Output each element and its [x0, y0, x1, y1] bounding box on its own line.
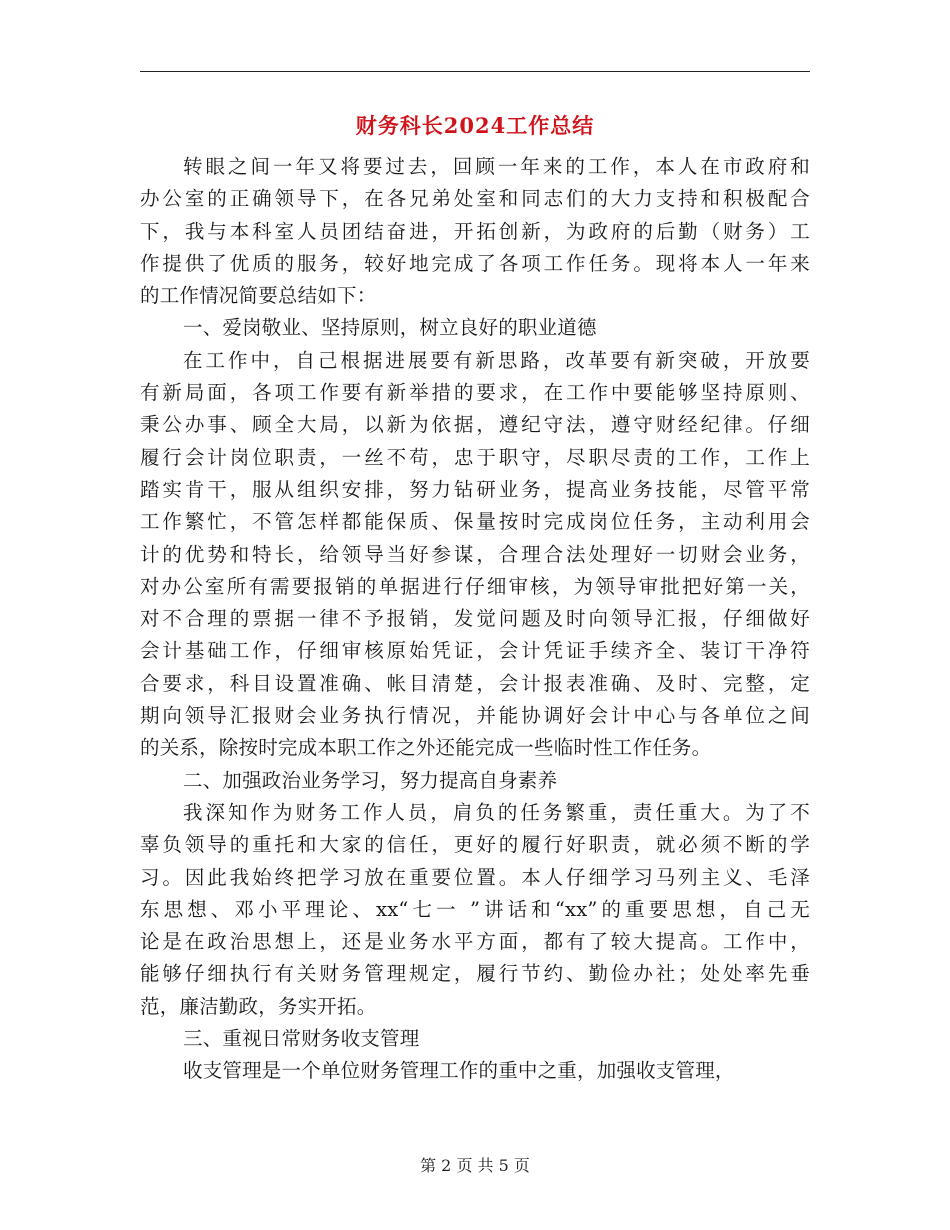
text-line: 范，廉洁勤政，务实开拓。 [140, 994, 377, 1018]
text-line: 在工作中，自己根据进展要有新思路，改革要有新突破，开放要 [183, 348, 810, 372]
text-line: 能够仔细执行有关财务管理规定，履行节约、勤俭办社；处处率先垂 [140, 962, 810, 986]
text-line: 对不合理的票据一律不予报销，发觉问题及时向领导汇报，仔细做好 [140, 607, 810, 631]
text-line: 踏实肯干，服从组织安排，努力钻研业务，提高业务技能，尽管平常 [140, 477, 810, 501]
text-line: 收支管理是一个单位财务管理工作的重中之重，加强收支管理， [183, 1059, 735, 1083]
text-line: 合要求，科目设置准确、帐目清楚，会计报表准确、及时、完整，定 [140, 671, 810, 695]
text-line: 的工作情况简要总结如下： [140, 284, 377, 308]
text-line: 有新局面，各项工作要有新举措的要求，在工作中要能够坚持原则、 [140, 381, 810, 405]
text-line: 辜负领导的重托和大家的信任，更好的履行好职责，就必须不断的学 [140, 833, 810, 857]
text-line: 一、爱岗敬业、坚持原则，树立良好的职业道德 [183, 316, 597, 340]
text-line: 秉公办事、顾全大局，以新为依据，遵纪守法，遵守财经纪律。仔细 [140, 413, 810, 437]
text-line: 下，我与本科室人员团结奋进，开拓创新，为政府的后勤（财务）工 [140, 219, 810, 243]
text-line: 东思想、邓小平理论、xx“七一 ”讲话和“xx”的重要思想，自己无 [140, 897, 810, 921]
text-line: 工作繁忙，不管怎样都能保质、保量按时完成岗位任务，主动利用会 [140, 510, 810, 534]
text-line: 办公室的正确领导下，在各兄弟处室和同志们的大力支持和积极配合 [140, 187, 810, 211]
text-line: 作提供了优质的服务，较好地完成了各项工作任务。现将本人一年来 [140, 251, 810, 275]
text-line: 我深知作为财务工作人员，肩负的任务繁重，责任重大。为了不 [183, 800, 810, 824]
text-line: 三、重视日常财务收支管理 [183, 1027, 420, 1051]
text-line: 会计基础工作，仔细审核原始凭证，会计凭证手续齐全、装订干净符 [140, 639, 810, 663]
header-rule [140, 71, 810, 72]
text-line: 履行会计岗位职责，一丝不苟，忠于职守，尽职尽责的工作，工作上 [140, 445, 810, 469]
text-line: 计的优势和特长，给领导当好参谋，合理合法处理好一切财会业务， [140, 542, 810, 566]
document-title: 财务科长2024工作总结 [355, 113, 595, 138]
text-line: 的关系，除按时完成本职工作之外还能完成一些临时性工作任务。 [140, 736, 712, 760]
text-line: 转眼之间一年又将要过去，回顾一年来的工作，本人在市政府和 [183, 155, 810, 178]
text-line: 对办公室所有需要报销的单据进行仔细审核，为领导审批把好第一关， [140, 574, 810, 598]
text-line: 论是在政治思想上，还是业务水平方面，都有了较大提高。工作中， [140, 930, 810, 954]
document-body [140, 151, 810, 1088]
text-line: 二、加强政治业务学习，努力提高自身素养 [183, 768, 558, 792]
text-line: 习。因此我始终把学习放在重要位置。本人仔细学习马列主义、毛泽 [140, 865, 810, 889]
page-number: 第 2 页 共 5 页 [420, 1156, 530, 1175]
text-line: 期向领导汇报财会业务执行情况，并能协调好会计中心与各单位之间 [140, 704, 810, 728]
